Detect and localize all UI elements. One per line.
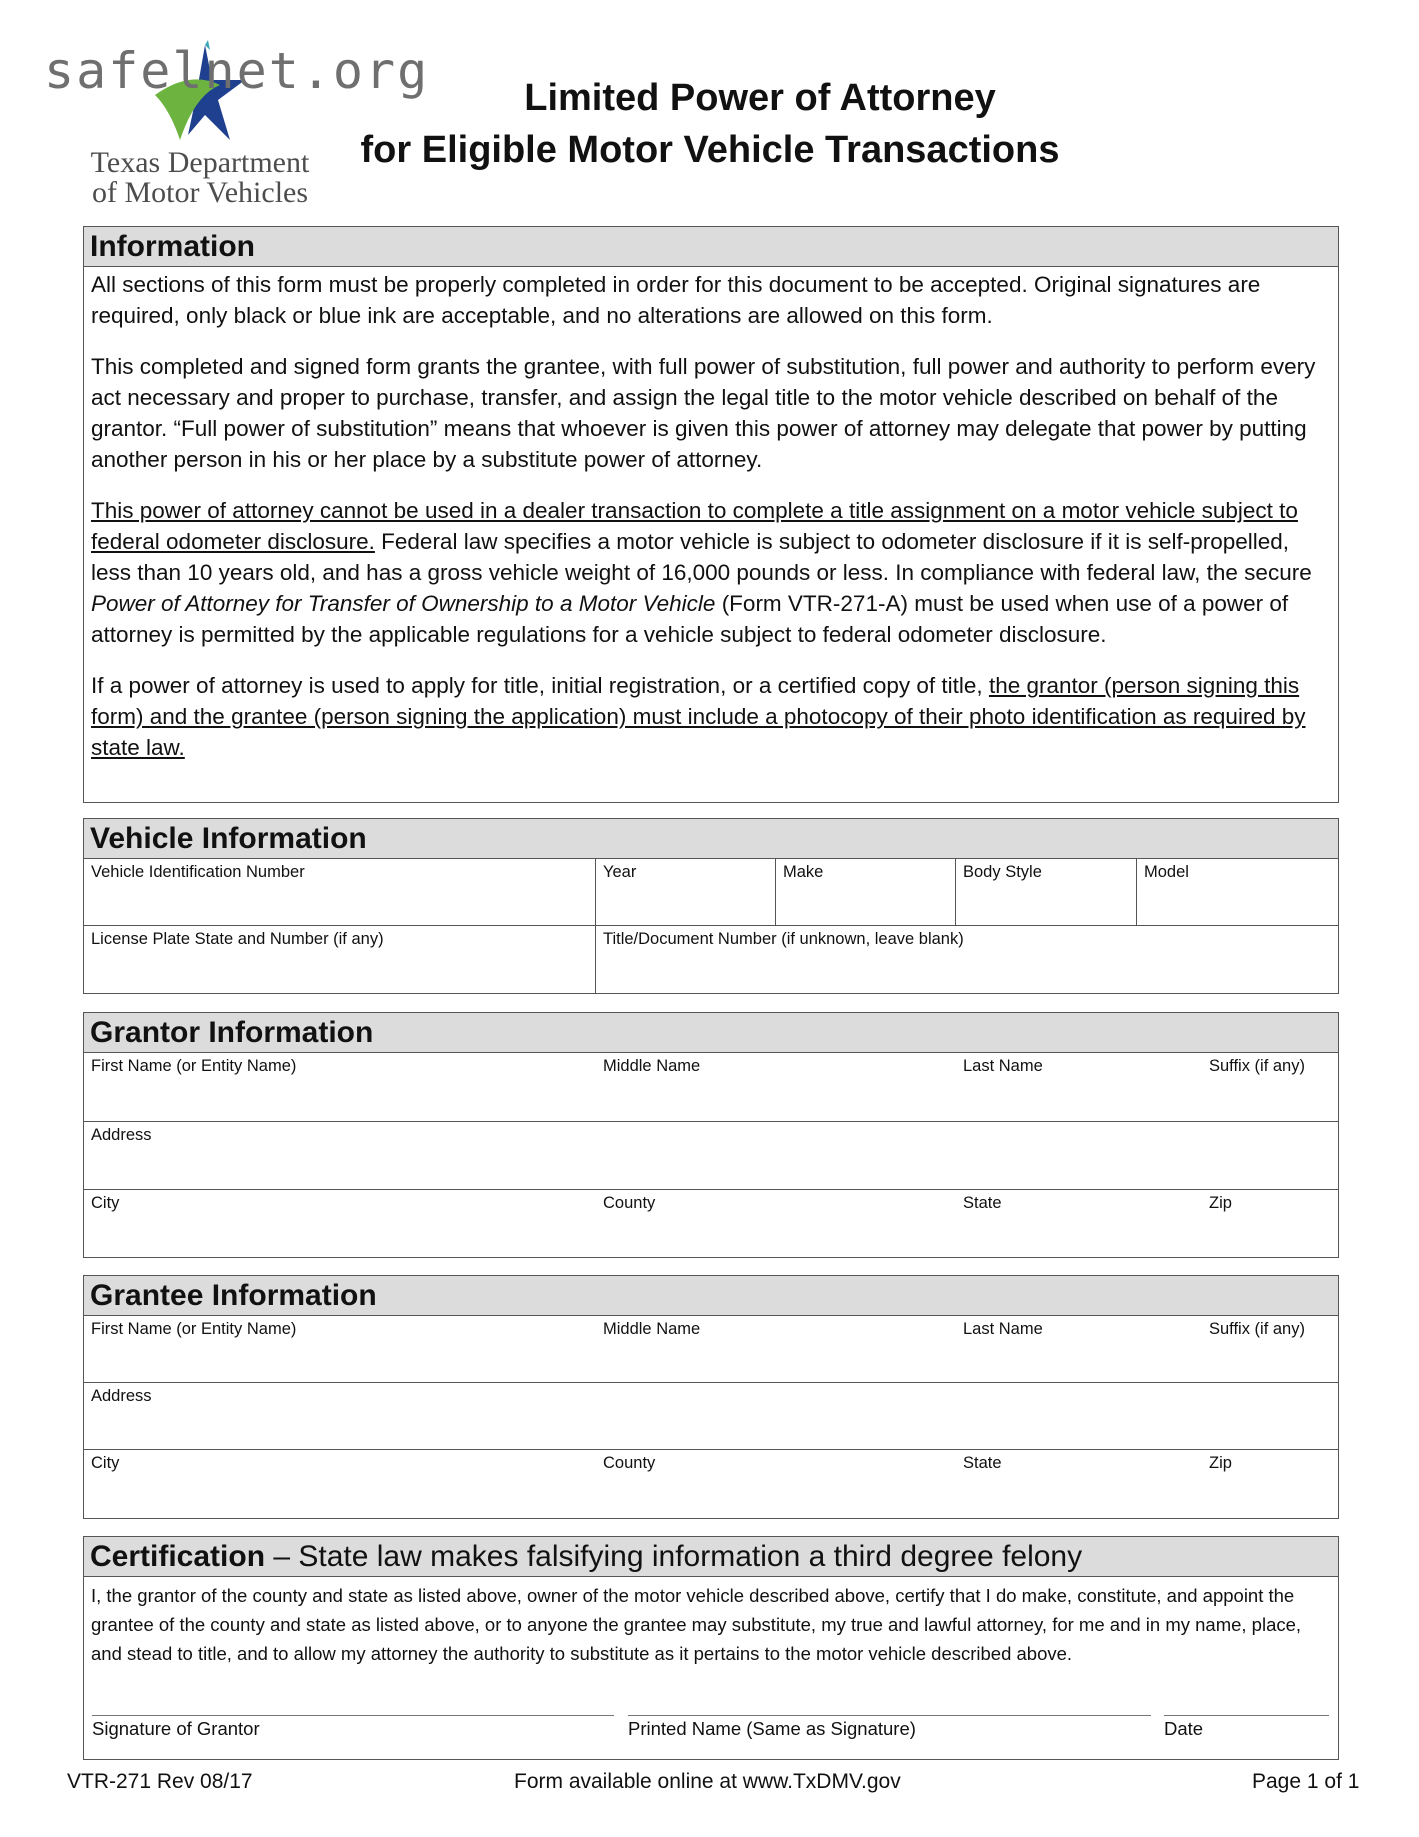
grantor-name-row	[84, 1053, 1338, 1122]
grantee-address-field[interactable]: Address	[91, 1387, 152, 1405]
grantor-middle-name-field[interactable]: Middle Name	[603, 1057, 701, 1075]
grantee-middle-name-field[interactable]: Middle Name	[603, 1320, 701, 1338]
logo-line-1: Texas Department	[90, 146, 310, 179]
body-style-field[interactable]: Body Style	[956, 859, 1137, 925]
grantee-last-name-field[interactable]: Last Name	[963, 1320, 1043, 1338]
grantor-address-field[interactable]: Address	[91, 1126, 152, 1144]
information-heading: Information	[84, 227, 1338, 267]
grantee-name-row	[84, 1316, 1338, 1383]
grantee-section	[83, 1275, 1339, 1519]
grantor-suffix-field[interactable]: Suffix (if any)	[1209, 1057, 1305, 1075]
info-paragraph-4	[91, 670, 1332, 763]
year-field[interactable]: Year	[596, 859, 776, 925]
grantee-city-row	[84, 1450, 1338, 1517]
vehicle-row-2	[84, 926, 1338, 993]
information-section	[83, 226, 1339, 803]
certification-heading	[84, 1537, 1338, 1577]
info-paragraph-4-part-a: If a power of attorney is used to apply for title, initial registration, or a certified copy of title,	[91, 673, 989, 698]
grantor-signature-line[interactable]: Signature of Grantor	[92, 1715, 614, 1740]
certification-text: I, the grantor of the county and state as listed above, owner of the motor vehicle described above, certify that I do make, constitute, and appoint the grantee of the county and state as listed above, or to anyone the grantee may substitute, my true and lawful attorney, for me and in my name, place, and stead to title, and to allow my attorney the authority to substitute as it pertains to the motor vehicle described above.	[91, 1585, 1302, 1664]
grantor-first-name-field[interactable]: First Name (or Entity Name)	[91, 1057, 297, 1075]
grantor-county-field[interactable]: County	[603, 1194, 656, 1212]
grantee-state-field[interactable]: State	[963, 1454, 1002, 1472]
odometer-restriction-text: This power of attorney cannot be used in a dealer transaction to complete a title assignment on a motor vehicle subject to federal odometer disclosure.	[91, 498, 1298, 554]
title-number-field[interactable]: Title/Document Number (if unknown, leave blank)	[603, 930, 964, 948]
grantee-city-field[interactable]: City	[91, 1454, 120, 1472]
title-line-1: Limited Power of Attorney	[524, 77, 996, 119]
grantor-section	[83, 1012, 1339, 1258]
grantor-city-field[interactable]: City	[91, 1194, 120, 1212]
certification-subtitle: – State law makes falsifying information a third degree felony	[265, 1540, 1083, 1573]
form-title	[360, 72, 1060, 176]
information-body	[84, 267, 1338, 763]
page-number: Page 1 of 1	[1252, 1770, 1360, 1793]
grantee-first-name-field[interactable]: First Name (or Entity Name)	[91, 1320, 297, 1338]
grantor-heading: Grantor Information	[84, 1013, 1338, 1053]
printed-name-line[interactable]: Printed Name (Same as Signature)	[628, 1715, 1151, 1740]
title-line-2: for Eligible Motor Vehicle Transactions	[360, 129, 1060, 171]
grantor-city-row	[84, 1190, 1338, 1258]
make-field[interactable]: Make	[776, 859, 956, 925]
grantee-zip-field[interactable]: Zip	[1209, 1454, 1232, 1472]
grantor-last-name-field[interactable]: Last Name	[963, 1057, 1043, 1075]
grantor-state-field[interactable]: State	[963, 1194, 1002, 1212]
logo-line-2: of Motor Vehicles	[91, 176, 309, 209]
grantee-county-field[interactable]: County	[603, 1454, 656, 1472]
info-paragraph-3-part-a: Federal law specifies a motor vehicle is subject to odometer disclosure if it is self-propelled, less than 10 years old, and has a gross vehicle weight of 16,000 pounds or less. In compliance with federal law, the secure	[91, 529, 1312, 585]
watermark-text: safelnet.org	[44, 42, 430, 100]
grantee-address-row	[84, 1383, 1338, 1450]
license-plate-field[interactable]: License Plate State and Number (if any)	[84, 926, 596, 993]
form-availability-note: Form available online at www.TxDMV.gov	[514, 1770, 901, 1793]
info-paragraph-1: All sections of this form must be properly completed in order for this document to be accepted. Original signatures are required, only black or blue ink are acceptable, and no alterations are allowed on this form.	[91, 272, 1261, 328]
grantor-zip-field[interactable]: Zip	[1209, 1194, 1232, 1212]
grantor-address-row	[84, 1122, 1338, 1190]
certification-title: Certification	[90, 1540, 266, 1573]
model-field[interactable]: Model	[1144, 863, 1189, 881]
form-vtr-271-a-name: Power of Attorney for Transfer of Ownership to a Motor Vehicle	[91, 591, 716, 616]
grantee-heading: Grantee Information	[84, 1276, 1338, 1316]
vin-field[interactable]: Vehicle Identification Number	[84, 859, 596, 925]
info-paragraph-3	[91, 495, 1332, 650]
form-id: VTR-271 Rev 08/17	[67, 1770, 253, 1793]
certification-section	[83, 1536, 1339, 1760]
signature-area	[84, 1697, 1338, 1749]
photo-id-requirement-text: the grantor (person signing this form) and the grantee (person signing the application) must include a photocopy of their photo identification as required by state law.	[91, 673, 1306, 760]
info-paragraph-2: This completed and signed form grants the grantee, with full power of substitution, full power and authority to perform every act necessary and proper to purchase, transfer, and assign the legal title to the motor vehicle described on behalf of the grantor. “Full power of substitution” means that whoever is given this power of attorney may delegate that power by putting another person in his or her place by a substitute power of attorney.	[91, 354, 1316, 472]
grantee-suffix-field[interactable]: Suffix (if any)	[1209, 1320, 1305, 1338]
date-line[interactable]: Date	[1164, 1715, 1329, 1740]
info-paragraph-3-part-b: (Form VTR-271-A) must be used when use of a power of attorney is permitted by the applicable regulations for a vehicle subject to federal odometer disclosure.	[91, 591, 1289, 647]
vehicle-section	[83, 818, 1339, 994]
vehicle-row-1	[84, 859, 1338, 926]
vehicle-heading: Vehicle Information	[84, 819, 1338, 859]
